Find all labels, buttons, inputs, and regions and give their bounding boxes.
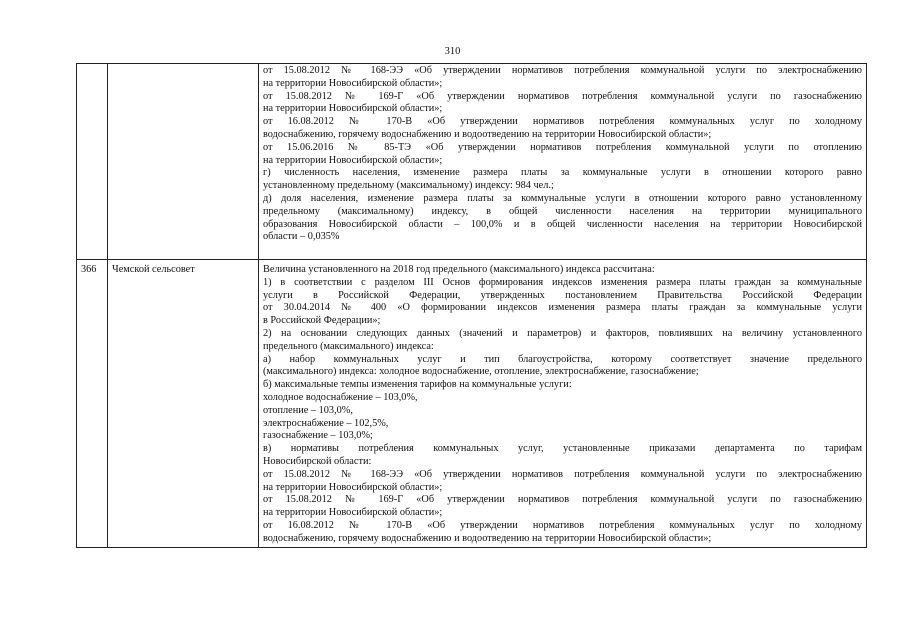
text-line: 1) в соответствии с разделом III Основ формирования индексов изменения размера платы граждан за коммунальные (263, 276, 862, 288)
text-line: на территории Новосибирской области»; (263, 77, 443, 89)
text-line: холодное водоснабжение – 103,0%, (263, 391, 418, 403)
text-line: д) доля населения, изменение размера платы за коммунальные услуги в отношении которого равно установленному (263, 192, 862, 204)
text-line: от 15.08.2012 № 168-ЭЭ «Об утверждении нормативов потребления коммунальной услуги по электроснабжению (263, 65, 862, 76)
text-line: на территории Новосибирской области»; (263, 481, 443, 493)
text-line: отопление – 103,0%, (263, 404, 353, 416)
text-line: в Российской Федерации»; (263, 315, 381, 327)
text-line: от 15.06.2016 № 85-ТЭ «Об утверждении нормативов потребления коммунальной услуги по отоплению (263, 141, 862, 153)
text-line: от 15.08.2012 № 169-Г «Об утверждении нормативов потребления коммунальной услуги по газоснабжению (263, 90, 862, 102)
table-row (77, 260, 867, 548)
text-line: а) набор коммунальных услуг и тип благоустройства, которому соответствует значение предельного (263, 353, 862, 365)
text-line: на территории Новосибирской области»; (263, 154, 443, 166)
table-row (77, 64, 867, 260)
text-line: электроснабжение – 102,5%, (263, 417, 389, 429)
row-number-cell: 366 (77, 260, 108, 548)
text-line: газоснабжение – 103,0%; (263, 430, 373, 442)
text-line: б) максимальные темпы изменения тарифов на коммунальные услуги: (263, 379, 572, 391)
description-cell (259, 260, 867, 548)
text-line: от 16.08.2012 № 170-В «Об утверждении нормативов потребления коммунальных услуг по холодному (263, 519, 862, 531)
text-line: области – 0,035% (263, 231, 340, 243)
text-line: 2) на основании следующих данных (значений и параметров) и факторов, повлиявших на величину установленного (263, 327, 862, 339)
text-line: Величина установленного на 2018 год предельного (максимального) индекса рассчитана: (263, 264, 655, 275)
text-line: от 15.08.2012 № 169-Г «Об утверждении нормативов потребления коммунальной услуги по газоснабжению (263, 494, 862, 506)
text-line: предельному (максимальному) индексу, в общей численности населения на территории муниципального (263, 205, 862, 217)
municipality-name-cell (108, 64, 259, 260)
row-number-cell (77, 64, 108, 260)
text-line: (максимального) индекса: холодное водоснабжение, отопление, электроснабжение, газоснабжение; (263, 366, 699, 378)
text-line: водоснабжению, горячему водоснабжению и водоотведению на территории Новосибирской области»; (263, 532, 712, 544)
municipality-name-cell: Чемской сельсовет (108, 260, 259, 548)
description-cell (259, 64, 867, 260)
text-line: на территории Новосибирской области»; (263, 507, 443, 519)
text-line: водоснабжению, горячему водоснабжению и водоотведению на территории Новосибирской области»; (263, 128, 712, 140)
text-line: от 16.08.2012 № 170-В «Об утверждении нормативов потребления коммунальных услуг по холодному (263, 116, 862, 128)
text-line: г) численность населения, изменение размера платы за коммунальные услуги в отношении которого равно (263, 167, 862, 179)
text-line: в) нормативы потребления коммунальных услуг, установленные приказами департамента по тарифам (263, 443, 862, 455)
page-number: 310 (444, 46, 461, 57)
document-table (76, 63, 867, 548)
text-line: от 15.08.2012 № 168-ЭЭ «Об утверждении нормативов потребления коммунальной услуги по электроснабжению (263, 468, 862, 480)
text-line: Новосибирской области: (263, 455, 372, 467)
text-line: предельного (максимального) индекса: (263, 340, 434, 352)
text-line: услуги в Российской Федерации, утвержденных постановлением Правительства Российской Федерации (263, 289, 862, 301)
text-line: установленному предельному (максимальному) индексу: 984 чел.; (263, 180, 554, 192)
text-line: образования Новосибирской области – 100,0% и в общей численности населения на территории Новосибирской (263, 218, 862, 230)
text-line: на территории Новосибирской области»; (263, 103, 443, 115)
text-line: от 30.04.2014 № 400 «О формировании индексов изменения размера платы граждан за коммунальные услуги (263, 302, 862, 314)
